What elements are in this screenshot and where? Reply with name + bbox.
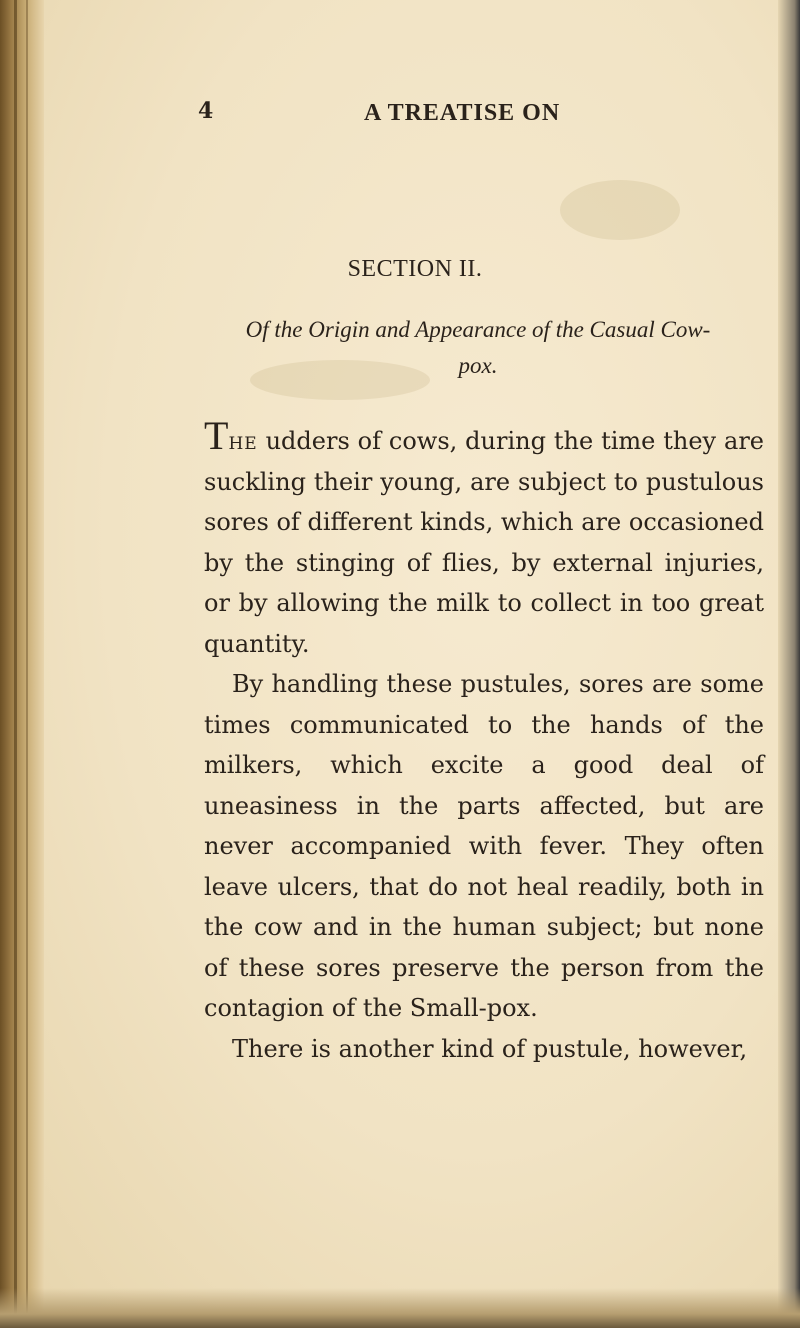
paragraph-text: udders of cows, during the time they are suckling their young, are subject to pustulous sores of different kinds, which are occasioned by the stinging of flies, by external injuries, or by allowing the milk to collect in too great quantity. <box>204 427 764 658</box>
paragraph: By handling these pustules, sores are some times communicated to the hands of the milkers, which excite a good deal of uneasiness in the parts affected, but are never accompanied with fever. They often leave ulcers, that do not heal readily, both in the cow and in the human subject; but none of these sores preserve the person from the contagion of the Small-pox. <box>204 670 764 1022</box>
body-text <box>204 413 764 1069</box>
paragraph <box>204 413 764 664</box>
small-caps-word: he <box>228 427 258 455</box>
section-subtitle-line: pox. <box>458 353 498 378</box>
drop-cap: T <box>204 413 229 458</box>
page-right-edge <box>778 0 800 1328</box>
section-heading: SECTION II. <box>347 256 483 282</box>
paragraph: There is another kind of pustule, however, <box>232 1034 748 1063</box>
paper-stain <box>560 180 680 240</box>
section-subtitle <box>218 312 738 384</box>
page-header <box>0 96 800 136</box>
gutter-shadow-line <box>26 0 28 1328</box>
section-subtitle-line: Of the Origin and Appearance of the Casual Cow- <box>245 317 711 342</box>
gutter-shadow-line <box>14 0 17 1328</box>
page-bottom-edge <box>0 1288 800 1328</box>
page-number: 4 <box>198 98 214 124</box>
binding-gutter <box>0 0 44 1328</box>
running-head: A TREATISE ON <box>364 100 561 126</box>
